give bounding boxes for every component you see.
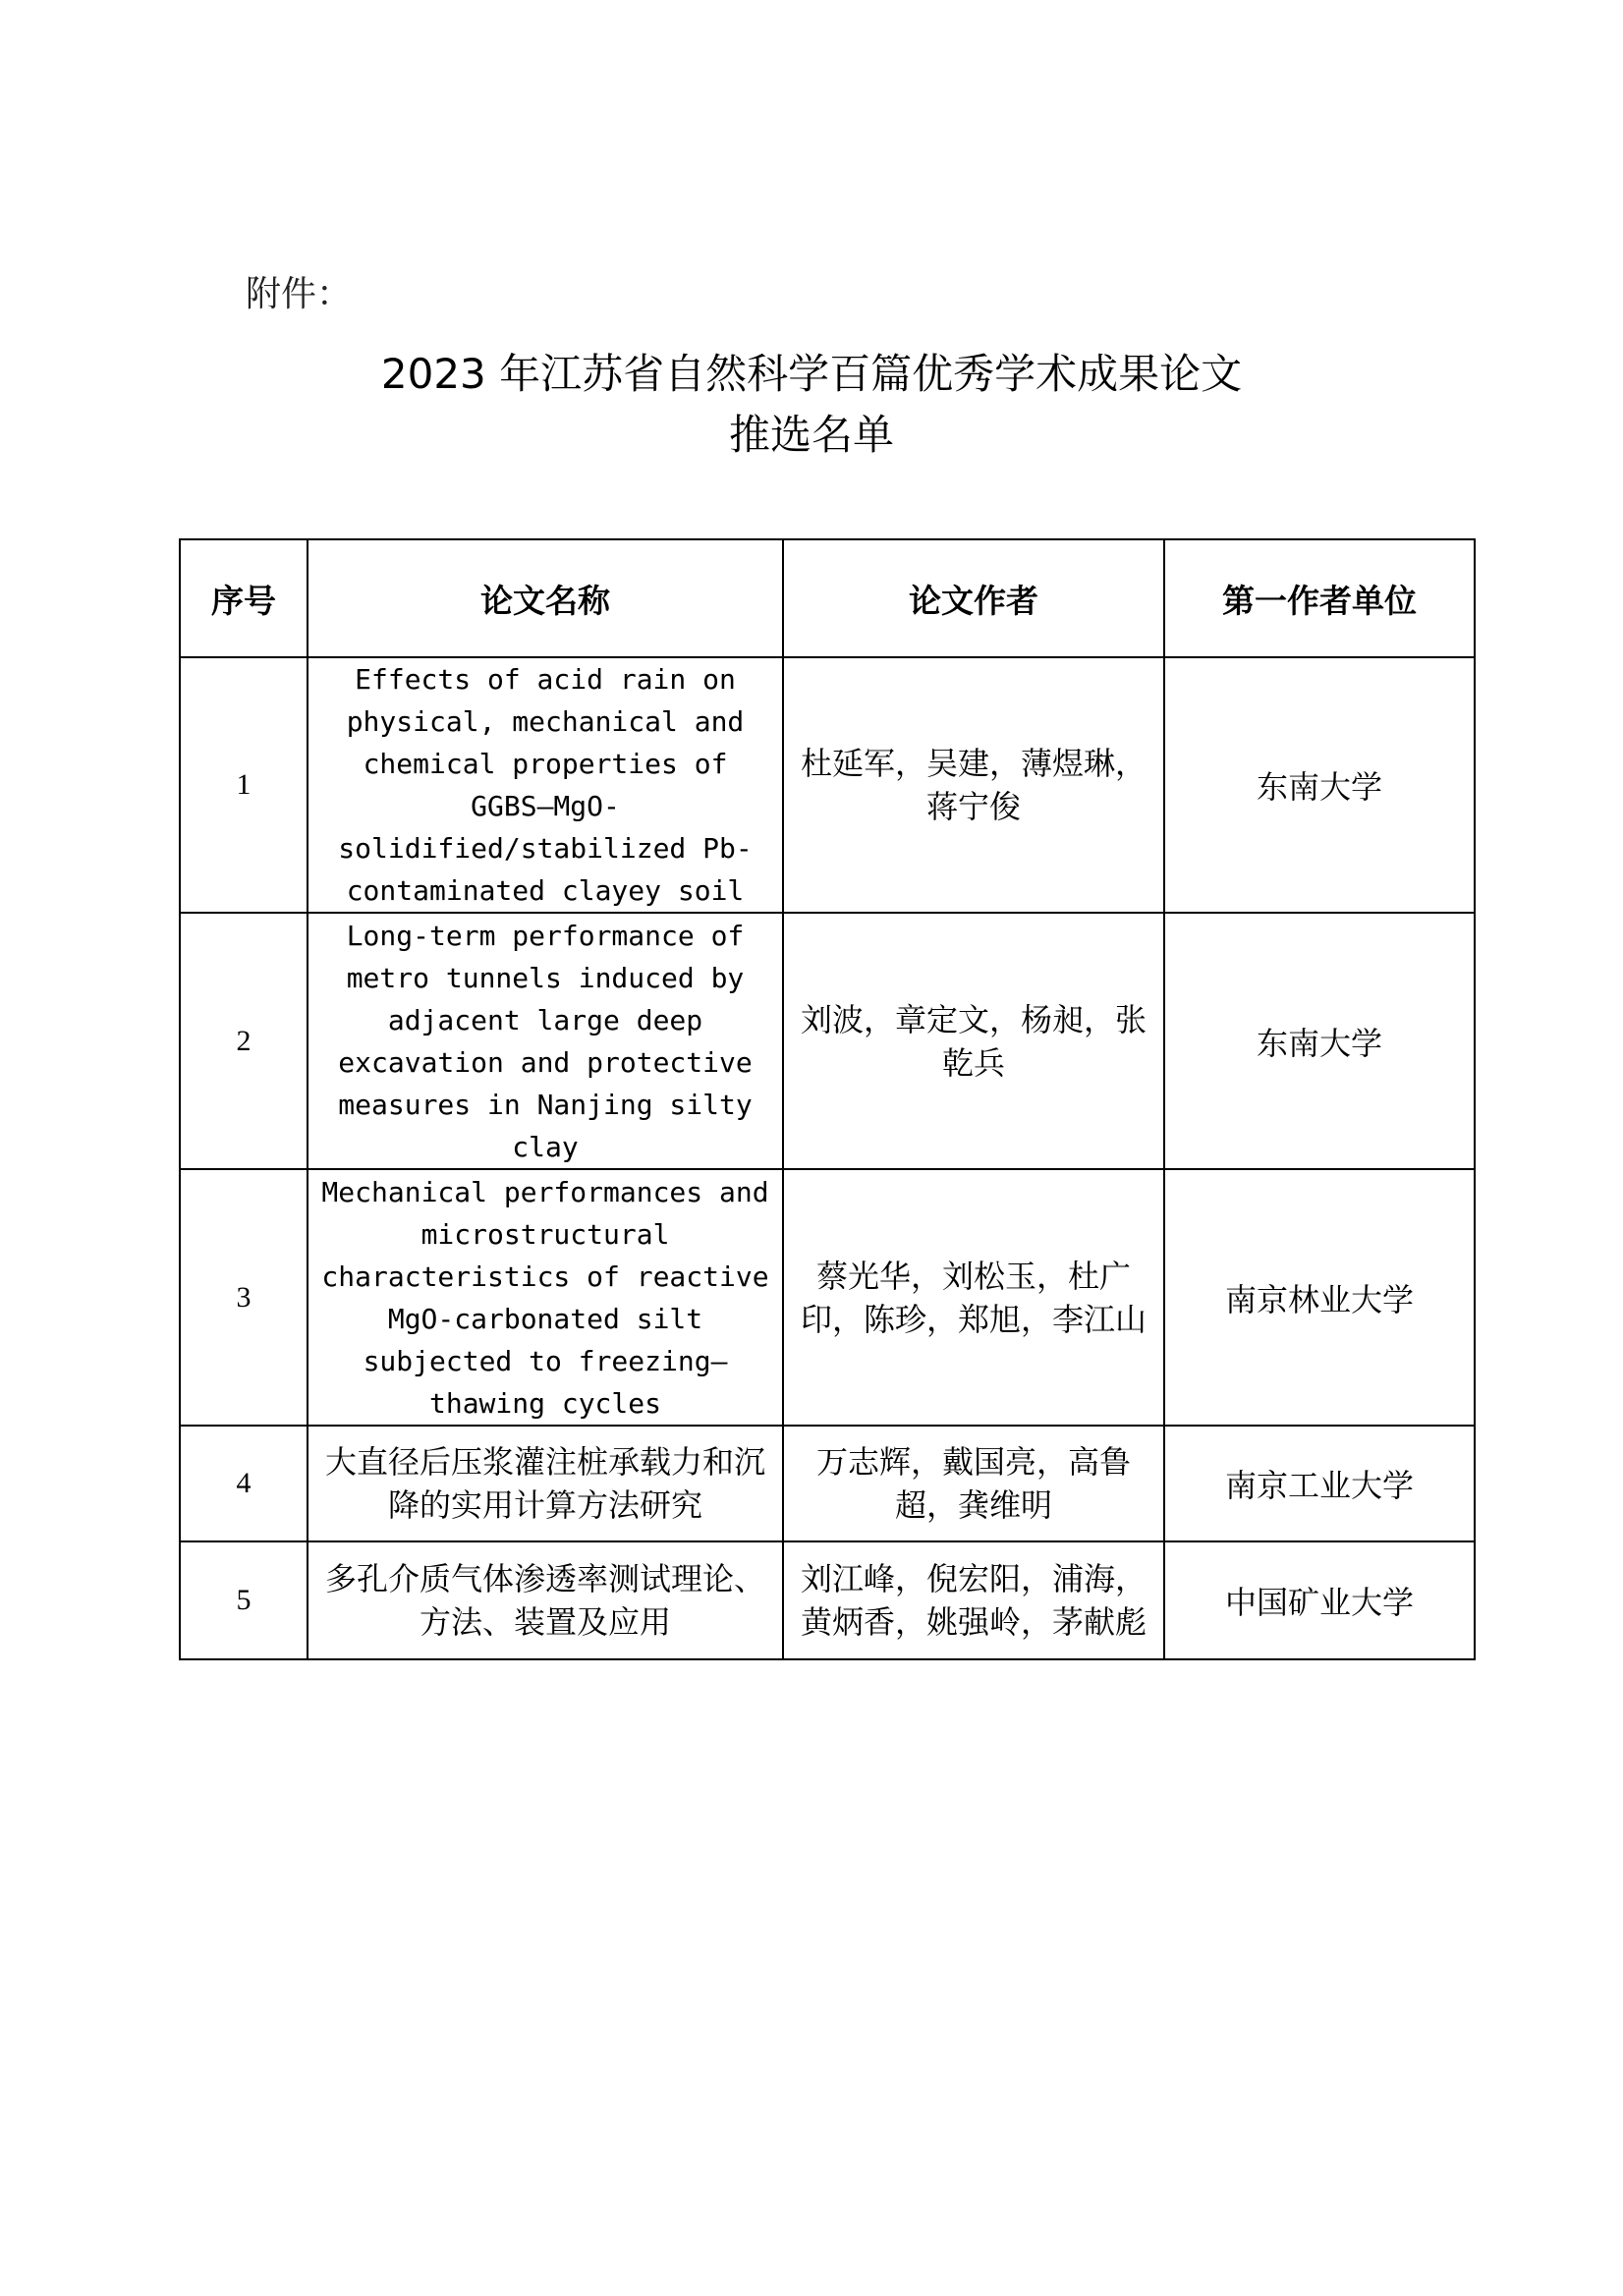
cell-unit: 中国矿业大学	[1164, 1541, 1475, 1659]
cell-no: 2	[180, 913, 308, 1169]
document-title	[0, 344, 1623, 466]
table-row	[180, 1169, 1475, 1426]
title-line-1: 2023 年江苏省自然科学百篇优秀学术成果论文	[380, 350, 1243, 398]
cell-paper-title: Effects of acid rain on physical, mechanical and chemical properties of GGBS–MgO-solidified/stabilized Pb-contaminated clayey soil	[308, 657, 783, 913]
header-authors: 论文作者	[783, 539, 1164, 657]
cell-authors: 刘江峰，倪宏阳，浦海，黄炳香，姚强岭，茅献彪	[783, 1541, 1164, 1659]
attachment-label: 附件：	[246, 274, 353, 314]
cell-no: 5	[180, 1541, 308, 1659]
table-row	[180, 657, 1475, 913]
header-no: 序号	[180, 539, 308, 657]
cell-no: 4	[180, 1426, 308, 1541]
cell-authors: 杜延军，吴建，薄煜琳，蒋宁俊	[783, 657, 1164, 913]
header-title: 论文名称	[308, 539, 783, 657]
nomination-table	[179, 538, 1476, 1660]
title-line-2: 推选名单	[728, 411, 894, 459]
table-row	[180, 913, 1475, 1169]
cell-no: 1	[180, 657, 308, 913]
cell-paper-title: Long-term performance of metro tunnels induced by adjacent large deep excavation and protective measures in Nanjing silty clay	[308, 913, 783, 1169]
table-header-row	[180, 539, 1475, 657]
cell-paper-title: 多孔介质气体渗透率测试理论、方法、装置及应用	[308, 1541, 783, 1659]
cell-unit: 东南大学	[1164, 657, 1475, 913]
cell-unit: 南京林业大学	[1164, 1169, 1475, 1426]
table-row	[180, 1426, 1475, 1541]
table-row	[180, 1541, 1475, 1659]
cell-authors: 蔡光华，刘松玉，杜广印，陈珍，郑旭，李江山	[783, 1169, 1164, 1426]
cell-authors: 刘波，章定文，杨昶，张乾兵	[783, 913, 1164, 1169]
cell-no: 3	[180, 1169, 308, 1426]
cell-paper-title: Mechanical performances and microstructural characteristics of reactive MgO-carbonated silt subjected to freezing–thawing cycles	[308, 1169, 783, 1426]
cell-unit: 东南大学	[1164, 913, 1475, 1169]
header-unit: 第一作者单位	[1164, 539, 1475, 657]
cell-authors: 万志辉，戴国亮，高鲁超，龚维明	[783, 1426, 1164, 1541]
cell-unit: 南京工业大学	[1164, 1426, 1475, 1541]
cell-paper-title: 大直径后压浆灌注桩承载力和沉降的实用计算方法研究	[308, 1426, 783, 1541]
